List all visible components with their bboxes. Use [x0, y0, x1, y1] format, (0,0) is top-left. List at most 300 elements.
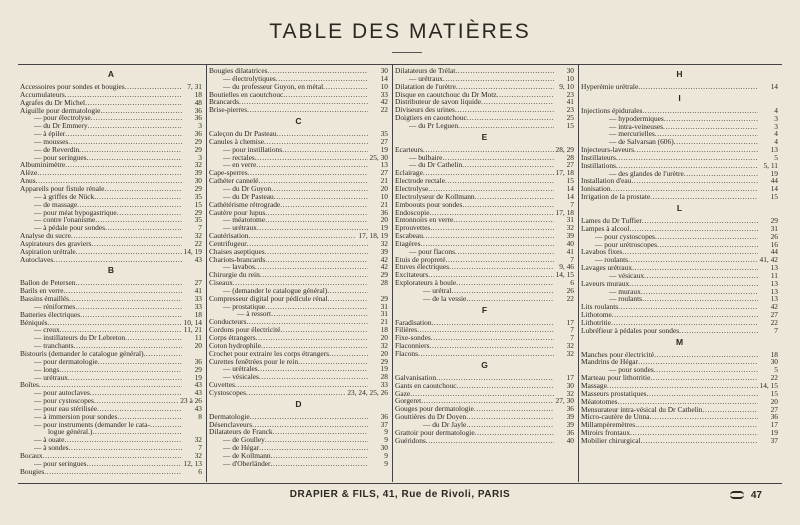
entry-page: 41, 42	[759, 255, 778, 265]
entry-term: — urétraux	[34, 372, 68, 382]
entry-term: — de Reverdin	[34, 144, 80, 154]
entry-page: 4	[774, 105, 778, 115]
entry-page: 32	[566, 223, 574, 233]
section-letter: B	[107, 265, 115, 276]
entry-term: — pour autoclaves	[34, 388, 90, 398]
dot-leader	[474, 405, 554, 413]
dot-leader	[629, 280, 758, 288]
publisher-footer: DRAPIER & FILS, 41, Rue de Rivoli, PARIS	[289, 489, 511, 500]
entry-term: — vésicaux	[609, 270, 645, 280]
entry-page: 30	[380, 443, 388, 453]
entry-page: 27, 30	[555, 396, 574, 406]
entry-term: Eclairage	[395, 168, 423, 178]
entry-page: 17	[566, 372, 574, 382]
entry-page: 23, 24, 25, 26	[347, 387, 388, 397]
entry-term: — à ouate	[34, 435, 65, 445]
dot-leader	[255, 154, 368, 162]
entry-page: 21	[380, 176, 388, 186]
dot-leader	[248, 169, 368, 177]
entry-term: Lampes à alcool	[581, 223, 630, 233]
dot-leader	[53, 256, 182, 264]
entry-page: 31	[380, 301, 388, 311]
ornament-icon	[730, 491, 744, 499]
dot-leader	[638, 83, 758, 91]
dot-leader	[88, 122, 182, 130]
dot-leader	[466, 421, 554, 429]
entry-term: Faradisation	[395, 317, 432, 327]
entry-page: 19	[194, 372, 202, 382]
entry-page: 9	[384, 458, 388, 468]
entry-page: 36	[380, 411, 388, 421]
entry-page: 43	[194, 388, 202, 398]
entry-page: 13	[770, 278, 778, 288]
dot-leader	[432, 319, 554, 327]
entry-term: logue général.)	[48, 427, 93, 437]
entry-term: Ecarteurs	[395, 144, 423, 154]
index-entry	[395, 350, 574, 358]
entry-term: Lavages urétraux	[581, 263, 633, 273]
entry-term: Filières	[395, 325, 418, 335]
dot-leader	[467, 114, 554, 122]
dot-leader	[246, 389, 345, 397]
entry-page: 20	[194, 341, 202, 351]
entry-page: 40	[566, 435, 574, 445]
entry-term: Miroirs frontaux	[581, 428, 631, 438]
dot-leader	[277, 130, 368, 138]
entry-page: 10	[380, 191, 388, 201]
entry-page: 36	[194, 356, 202, 366]
entry-term: — prostatique	[223, 301, 266, 311]
entry-page: 13	[770, 294, 778, 304]
dot-leader	[635, 421, 758, 429]
entry-page: 14	[566, 183, 574, 193]
index-entry	[395, 342, 574, 350]
entry-term: Lits roulants	[581, 302, 619, 312]
dot-leader	[452, 287, 554, 295]
entry-page: 22	[380, 105, 388, 115]
entry-page: 31	[770, 223, 778, 233]
entry-term: — du Dr Emmery	[34, 121, 88, 131]
dot-leader	[258, 365, 368, 373]
dot-leader	[255, 263, 368, 271]
entry-term: Boîtes	[20, 380, 39, 390]
entry-page: 7	[570, 333, 574, 343]
entry-page: 7	[570, 199, 574, 209]
entry-term: — des glandes de l'urètre	[609, 168, 684, 178]
entry-page: 43	[194, 380, 202, 390]
entry-term: Analyse du sucre	[20, 231, 71, 241]
entry-term: — réniformes	[34, 301, 76, 311]
entry-term: — pour eau stérilisée	[34, 403, 98, 413]
entry-page: 26	[566, 285, 574, 295]
entry-page: 8	[198, 411, 202, 421]
entry-term: — tranchants	[34, 341, 74, 351]
dot-leader	[44, 468, 182, 476]
dot-leader	[150, 421, 182, 429]
dot-leader	[456, 279, 554, 287]
entry-page: 42	[770, 302, 778, 312]
dot-leader	[95, 216, 182, 224]
entry-term: — hypodermiques	[609, 113, 664, 123]
entry-page: 18	[380, 325, 388, 335]
entry-page: 5	[774, 365, 778, 375]
entry-term: — de Hégar	[223, 443, 260, 453]
entry-page: 3	[198, 152, 202, 162]
entry-term: — en verre	[223, 160, 257, 170]
index-entry	[395, 382, 574, 390]
entry-term: — urétral	[423, 285, 452, 295]
dot-leader	[654, 351, 758, 359]
entry-page: 26	[770, 231, 778, 241]
entry-term: — pour flacons	[409, 246, 455, 256]
index-entry	[395, 390, 574, 398]
entry-term: Méatotomes	[581, 396, 618, 406]
entry-term: Cathéter cannelé	[209, 176, 259, 186]
entry-term: Conducteurs	[209, 317, 247, 327]
entry-term: — pour dermatologie	[34, 356, 98, 366]
dot-leader	[654, 366, 758, 374]
entry-term: — du professeur Guyon, en métal	[223, 81, 324, 91]
entry-term: — contre l'onanisme	[34, 215, 96, 225]
entry-term: Injecteurs-laveurs	[581, 145, 634, 155]
entry-page: 37	[770, 435, 778, 445]
entry-term: — de la vessie	[423, 293, 467, 303]
index-entry	[395, 413, 574, 421]
dot-leader	[455, 67, 554, 75]
dot-leader	[646, 390, 758, 398]
entry-page: 30	[380, 66, 388, 75]
dot-leader	[271, 185, 368, 193]
entry-page: 9	[384, 427, 388, 437]
page-number: 47	[750, 490, 762, 501]
entry-page: 16	[770, 239, 778, 249]
entry-term: — pour urétroscopes	[595, 239, 657, 249]
dot-leader	[265, 248, 368, 256]
dot-leader	[91, 240, 182, 248]
index-entry	[209, 303, 388, 311]
entry-page: 18	[194, 89, 202, 99]
entry-term: Centrifugeur	[209, 238, 247, 248]
dot-leader	[650, 374, 758, 382]
entry-term: — urétraux	[223, 223, 257, 233]
index-column-3	[392, 64, 578, 482]
entry-page: 20	[380, 183, 388, 193]
entry-term: — pour méat hypogastrique	[34, 207, 117, 217]
section-letter: I	[678, 92, 681, 103]
dot-leader	[280, 326, 368, 334]
entry-term: Galvanisation	[395, 372, 437, 382]
dot-leader	[59, 366, 182, 374]
entry-page: 32	[566, 341, 574, 351]
dot-leader	[265, 436, 368, 444]
dot-leader	[256, 334, 368, 342]
entry-term: Installation d'eau	[581, 176, 632, 186]
dot-leader	[282, 146, 368, 154]
entry-term: Marteau pour lithotritie	[581, 373, 651, 383]
dot-leader	[423, 232, 554, 240]
entry-page: 22	[194, 238, 202, 248]
entry-page: 22	[566, 293, 574, 303]
index-entry	[20, 374, 202, 382]
dot-leader	[265, 216, 368, 224]
entry-page: 39	[566, 412, 574, 422]
entry-term: Lavabos fixes	[581, 247, 623, 257]
entry-term: Mensurateur intra-vésical du Dr Cathelin	[581, 404, 703, 414]
dot-leader	[323, 83, 368, 91]
entry-page: 5	[774, 152, 778, 162]
dot-leader	[641, 288, 758, 296]
entry-term: Brise-pierres	[209, 105, 248, 115]
entry-term: Mobilier chirurgical	[581, 435, 641, 445]
entry-page: 29	[194, 207, 202, 217]
entry-page: 20	[380, 333, 388, 342]
entry-page: 11	[770, 270, 778, 280]
entry-term: Cathétérisme rétrograde	[209, 199, 281, 209]
entry-page: 32	[194, 231, 202, 241]
entry-page: 18	[194, 309, 202, 319]
dot-leader	[458, 122, 554, 130]
dot-leader	[117, 209, 182, 217]
entry-term: — urétrales	[223, 364, 258, 374]
entry-page: 39	[380, 246, 388, 256]
entry-page: 28	[380, 372, 388, 382]
entry-term: Etuves électriques	[395, 262, 449, 272]
dot-leader	[94, 397, 178, 405]
index-entry	[209, 373, 388, 381]
entry-page: 22	[770, 317, 778, 327]
entry-term: Dermatologie	[209, 411, 250, 421]
entry-page: 22	[770, 373, 778, 383]
entry-term: — lavabos	[223, 262, 255, 272]
section-letter: C	[295, 116, 302, 127]
dot-leader	[68, 374, 182, 382]
dot-leader	[642, 295, 758, 303]
dot-leader	[703, 406, 759, 414]
entry-term: — à ressort	[237, 309, 272, 319]
dot-leader	[48, 319, 182, 327]
entry-term: — du Dr Pasteau	[223, 191, 274, 201]
index-entry	[581, 437, 778, 445]
entry-term: Etagères	[395, 238, 421, 248]
section-letter: A	[107, 69, 115, 79]
dot-leader	[632, 264, 758, 272]
entry-page: 31	[380, 309, 388, 319]
dot-leader	[443, 75, 554, 83]
entry-page: 21	[380, 317, 388, 327]
entry-page: 28, 29	[555, 144, 574, 154]
entry-term: Béniqués	[20, 317, 48, 327]
dot-leader	[417, 326, 554, 334]
dot-leader	[256, 161, 368, 169]
entry-page: 17	[566, 317, 574, 327]
entry-page: 17, 18	[555, 207, 574, 217]
dot-leader	[91, 114, 182, 122]
entry-term: Distributeur de savon liquide	[395, 97, 482, 107]
entry-term: Anus	[20, 176, 36, 186]
entry-term: Accumulateurs	[20, 89, 65, 99]
entry-term: Cordons pour électricité	[209, 325, 281, 335]
dot-leader	[684, 170, 758, 178]
index-entry	[581, 327, 778, 335]
entry-page: 23	[566, 105, 574, 115]
dot-leader	[271, 460, 368, 468]
entry-page: 7	[570, 254, 574, 264]
dot-leader	[664, 115, 758, 123]
dot-leader	[248, 232, 356, 240]
entry-term: Aspiration urétrale	[20, 246, 76, 256]
entry-term: Agrafes du Dr Michel	[20, 97, 86, 107]
entry-page: 5, 11	[763, 160, 778, 170]
dot-leader	[260, 271, 368, 279]
entry-page: 32	[194, 435, 202, 445]
entry-term: — de Kollmann	[223, 450, 271, 460]
entry-term: — à sondes	[34, 443, 69, 453]
index-entry	[581, 83, 778, 91]
entry-term: — électrolytiques	[223, 73, 276, 83]
entry-page: 44	[770, 247, 778, 257]
index-entry	[209, 389, 388, 397]
dot-leader	[328, 295, 368, 303]
entry-term: Eprouvettes	[395, 223, 431, 233]
index-column-1	[18, 64, 206, 482]
entry-page: 14	[770, 82, 778, 91]
entry-term: — de Salvarsan (606)	[609, 137, 674, 147]
entry-page: 10	[380, 81, 388, 91]
entry-term: Endoscopie	[395, 207, 430, 217]
dot-leader	[87, 154, 182, 162]
entry-page: 37	[380, 419, 388, 429]
index-entry	[395, 319, 574, 327]
entry-page: 19	[380, 144, 388, 154]
entry-page: 10, 14	[183, 317, 202, 327]
index-entry	[395, 295, 574, 303]
entry-page: 27	[380, 136, 388, 146]
entry-term: Electrode rectale	[395, 176, 445, 186]
entry-page: 4	[774, 129, 778, 139]
dot-leader	[283, 91, 368, 99]
entry-page: 32	[194, 160, 202, 170]
entry-term: Flaconniers	[395, 341, 430, 351]
dot-leader	[481, 98, 554, 106]
entry-term: Appareils pour fistule rénale	[20, 183, 105, 193]
entry-term: Irrigation de la prostate	[581, 192, 651, 202]
dot-leader	[37, 169, 182, 177]
entry-term: Barils en verre	[20, 286, 64, 296]
entry-page: 19	[770, 428, 778, 438]
entry-term: Bassins émaillés	[20, 294, 70, 304]
entry-page: 15	[770, 192, 778, 202]
dot-leader	[466, 413, 554, 421]
dot-leader	[68, 138, 182, 146]
entry-term: Gorgeret	[395, 396, 422, 406]
entry-term: — roulants	[595, 255, 629, 265]
entry-page: 7	[774, 325, 778, 335]
dot-leader	[250, 413, 368, 421]
entry-page: 35	[194, 191, 202, 201]
index-entry	[581, 193, 778, 201]
entry-page: 39	[566, 231, 574, 241]
index-entry	[395, 232, 574, 240]
entry-term: Cape-sperres	[209, 168, 248, 178]
dot-leader	[674, 138, 758, 146]
entry-term: Chaises aseptiques	[209, 246, 265, 256]
entry-term: Doigtiers en caoutchouc	[395, 113, 467, 123]
dot-leader	[69, 444, 183, 452]
entry-term: Corps étrangers	[209, 333, 256, 342]
entry-term: — pour seringues	[34, 152, 87, 162]
dot-leader	[618, 303, 758, 311]
dot-leader	[449, 263, 554, 271]
dot-leader	[79, 146, 182, 154]
entry-term: Gaze	[395, 388, 411, 398]
entry-page: 13	[770, 263, 778, 273]
entry-page: 30	[566, 380, 574, 390]
entry-page: 29	[380, 270, 388, 280]
dot-leader	[453, 216, 554, 224]
entry-page: 36	[194, 129, 202, 139]
entry-term: — pour sondes	[609, 365, 654, 375]
entry-term: Mandrins de Hégar	[581, 357, 639, 367]
index-entry	[20, 256, 202, 264]
entry-page: 27	[566, 160, 574, 170]
dot-leader	[105, 224, 182, 232]
entry-page: 27	[194, 278, 202, 288]
entry-term: Ballon de Petersen	[20, 278, 76, 288]
entry-page: 20	[380, 348, 388, 358]
dot-leader	[100, 107, 182, 115]
entry-term: Manches pour électricité	[581, 349, 655, 359]
entry-term: — de Goulley	[223, 435, 265, 445]
entry-term: Grattoir pour dermatologie	[395, 427, 475, 437]
entry-page: 36	[566, 427, 574, 437]
dot-leader	[462, 201, 554, 209]
dot-leader	[638, 358, 758, 366]
dot-leader	[125, 334, 182, 342]
index-entry	[20, 161, 202, 169]
entry-page: 6	[198, 466, 202, 476]
section-letter: M	[675, 336, 684, 347]
entry-page: 29	[194, 144, 202, 154]
entry-term: Caleçon du Dr Pasteau	[209, 129, 277, 139]
entry-page: 36	[194, 113, 202, 123]
entry-page: 39	[566, 419, 574, 429]
dot-leader	[446, 256, 555, 264]
dot-leader	[655, 233, 758, 241]
dot-leader	[410, 390, 554, 398]
entry-page: 14	[380, 73, 388, 83]
dot-leader	[475, 193, 554, 201]
dot-leader	[634, 146, 758, 154]
entry-term: Crochet pour extraire les corps étrangers	[209, 348, 330, 358]
entry-page: 29	[194, 183, 202, 193]
dot-leader	[265, 256, 368, 264]
entry-page: 43	[194, 254, 202, 264]
entry-page: 33	[380, 89, 388, 99]
dot-leader	[462, 161, 554, 169]
entry-page: 7	[198, 443, 202, 453]
entry-page: 13	[770, 145, 778, 155]
entry-page: 3	[774, 121, 778, 131]
entry-page: 36	[770, 412, 778, 422]
entry-term: — pour instillations	[223, 144, 283, 154]
entry-term: — d'Oberländer	[223, 458, 271, 468]
entry-term: — urétraux	[409, 73, 443, 83]
entry-term: Explorateurs à boule	[395, 278, 457, 288]
section-letter: E	[481, 131, 488, 142]
entry-term: — pour électrolyse	[34, 113, 91, 123]
entry-page: 32	[380, 238, 388, 248]
dot-leader	[327, 287, 368, 295]
